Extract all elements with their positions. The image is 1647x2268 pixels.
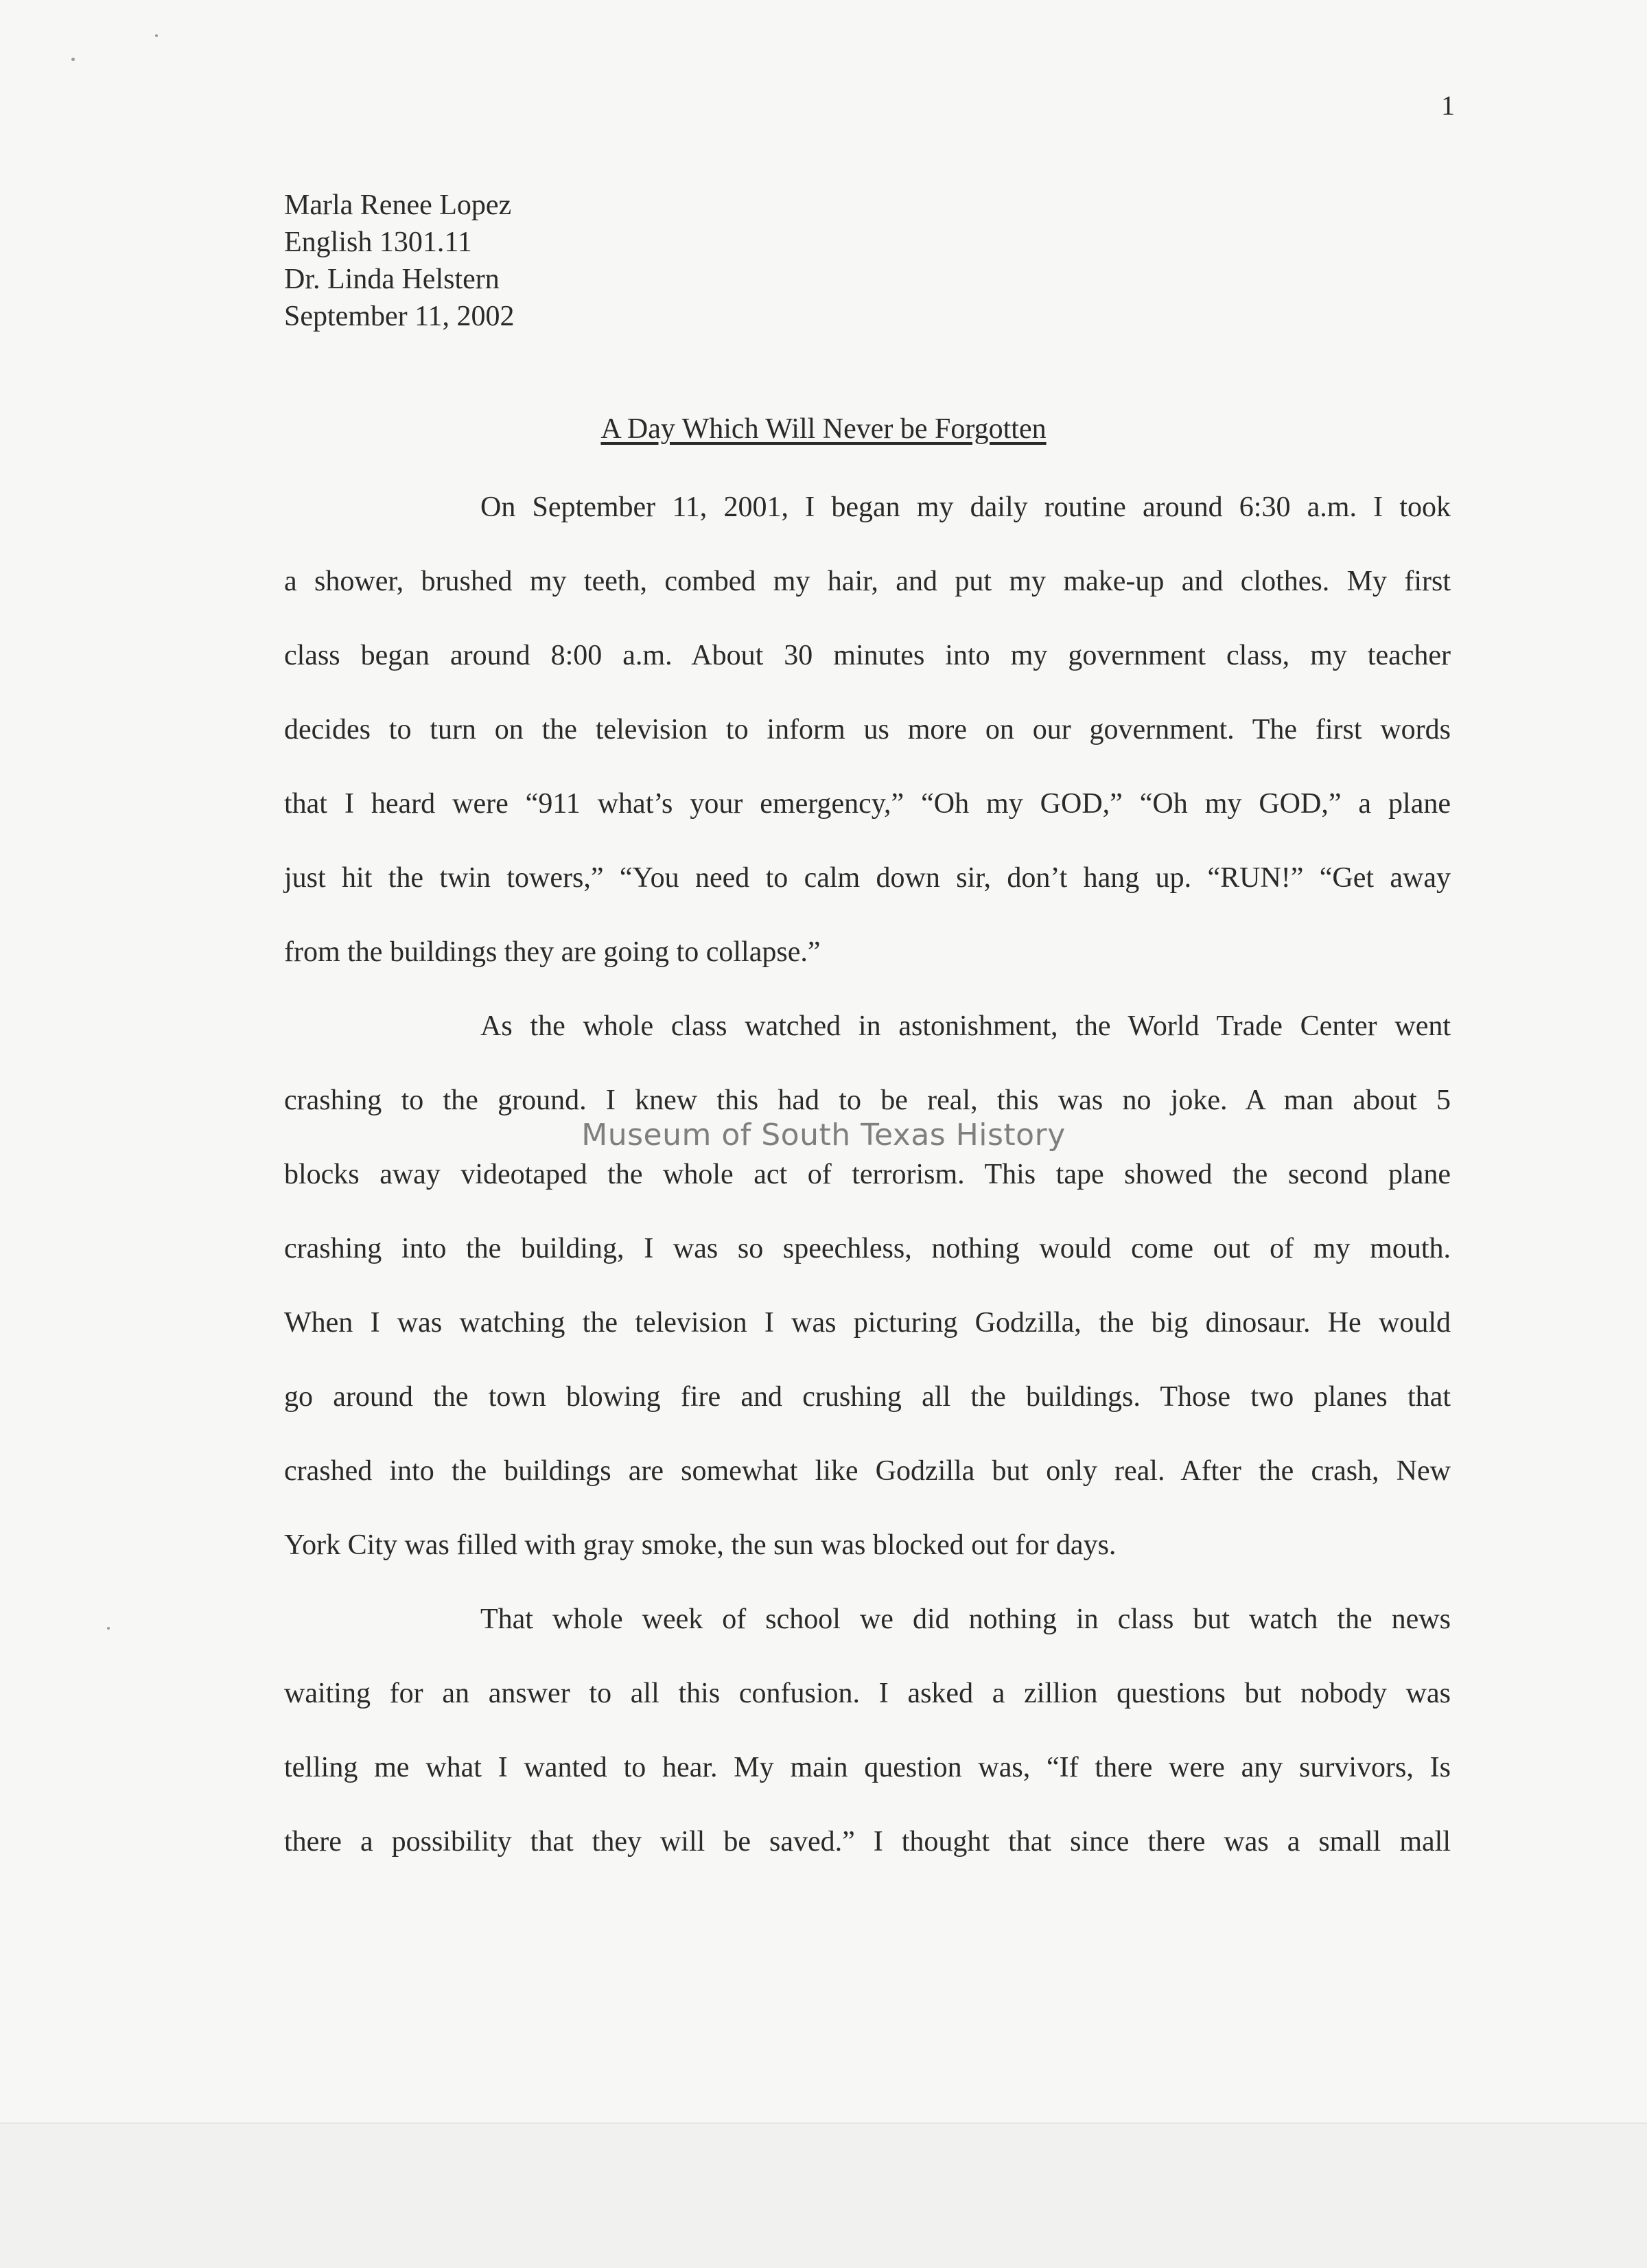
paragraph-line: from the buildings they are going to collapse.” [284,936,821,968]
scan-speck [107,1627,110,1630]
scan-speck [71,58,75,61]
paragraph-line: crashing into the building, I was so speechless, nothing would come out of my mouth. [284,1233,1451,1264]
paragraph-line: decides to turn on the television to inform us more on our government. The first words [284,714,1451,745]
paragraph-line: that I heard were “911 what’s your emergency,” “Oh my GOD,” “Oh my GOD,” a plane [284,788,1451,820]
paragraph-line: York City was filled with gray smoke, the sun was blocked out for days. [284,1529,1117,1561]
watermark: Museum of South Texas History [581,1118,1066,1153]
student-heading [284,187,515,335]
paragraph-line: That whole week of school we did nothing in class but watch the news [480,1604,1451,1635]
paragraph-line: waiting for an answer to all this confusion. I asked a zillion questions but nobody was [284,1678,1451,1709]
paragraph-line: telling me what I wanted to hear. My main question was, “If there were any survivors, Is [284,1752,1451,1783]
paragraph-line: As the whole class watched in astonishment, the World Trade Center went [480,1010,1451,1042]
paragraph-line: crashing to the ground. I knew this had to be real, this was no joke. A man about 5 [284,1085,1451,1116]
heading-date: September 11, 2002 [284,301,515,332]
paragraph-line: there a possibility that they will be saved.” I thought that since there was a small mall [284,1826,1451,1858]
essay-title: A Day Which Will Never be Forgotten [600,413,1047,445]
paragraph-line: crashed into the buildings are somewhat like Godzilla but only real. After the crash, New [284,1455,1451,1487]
page-number: 1 [1441,90,1455,121]
paragraph-line: On September 11, 2001, I began my daily routine around 6:30 a.m. I took [480,491,1451,523]
course-name: English 1301.11 [284,227,472,258]
paragraph-line: blocks away videotaped the whole act of terrorism. This tape showed the second plane [284,1159,1451,1190]
author-name: Marla Renee Lopez [284,189,512,221]
paragraph-line: class began around 8:00 a.m. About 30 minutes into my government class, my teacher [284,640,1451,671]
paragraph-line: go around the town blowing fire and crushing all the buildings. Those two planes that [284,1381,1451,1413]
instructor-name: Dr. Linda Helstern [284,264,500,295]
paragraph-line: just hit the twin towers,” “You need to calm down sir, don’t hang up. “RUN!” “Get away [284,862,1451,894]
scan-bottom-edge [0,2122,1647,2268]
paragraph-line: When I was watching the television I was picturing Godzilla, the big dinosaur. He would [284,1307,1451,1339]
scan-speck [155,34,158,37]
paragraph-line: a shower, brushed my teeth, combed my hair, and put my make-up and clothes. My first [284,566,1451,597]
